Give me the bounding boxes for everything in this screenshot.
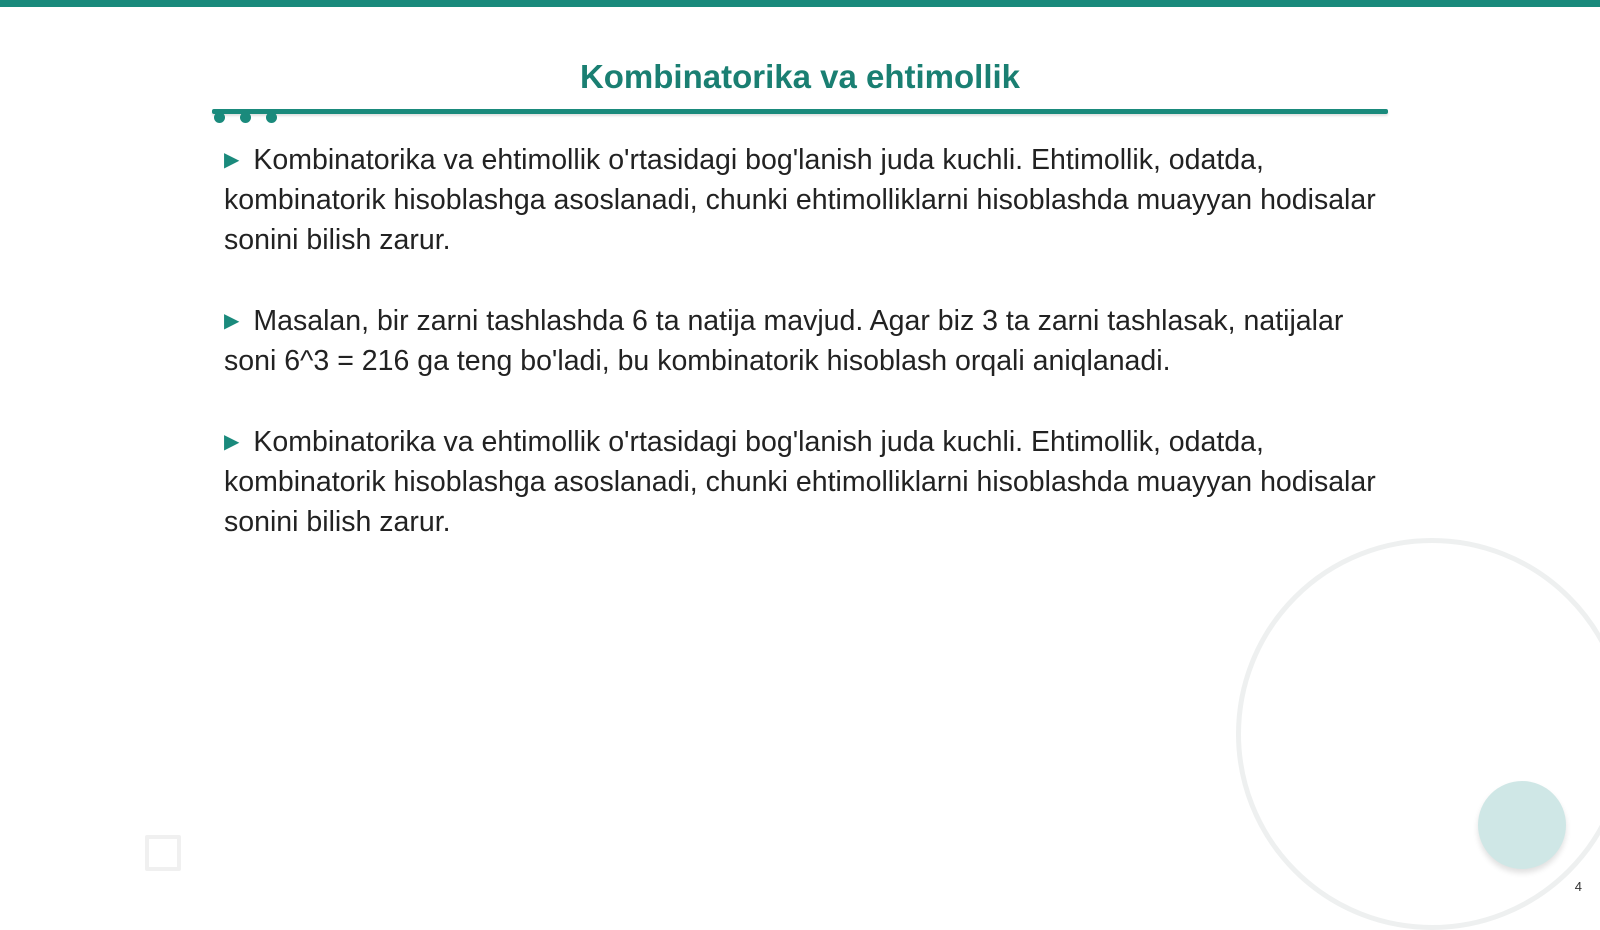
decorative-ring <box>1236 538 1600 930</box>
underline-dot <box>214 112 225 123</box>
slide-title: Kombinatorika va ehtimollik <box>579 58 1021 95</box>
triangle-right-icon: ▶ <box>224 431 240 453</box>
page-number: 4 <box>1574 879 1582 894</box>
bullet-item <box>224 422 1384 542</box>
underline-dot <box>240 112 251 123</box>
bullet-item <box>224 301 1384 381</box>
slide-body <box>224 140 1384 583</box>
bullet-text: Masalan, bir zarni tashlashda 6 ta natija mavjud. Agar biz 3 ta zarni tashlasak, natijalar soni 6^3 = 216 ga teng bo'ladi, bu kombinatorik hisoblash orqali aniqlanadi. <box>224 305 1344 377</box>
title-underline <box>212 109 1388 114</box>
triangle-right-icon: ▶ <box>224 310 240 332</box>
bullet-text: Kombinatorika va ehtimollik o'rtasidagi bog'lanish juda kuchli. Ehtimollik, odatda, kombinatorik hisoblashga asoslanadi, chunki ehtimolliklarni hisoblashda muayyan hodisalar sonini bilish zarur. <box>224 426 1376 538</box>
bullet-item <box>224 140 1384 260</box>
bullet-text: Kombinatorika va ehtimollik o'rtasidagi bog'lanish juda kuchli. Ehtimollik, odatda, kombinatorik hisoblashga asoslanadi, chunki ehtimolliklarni hisoblashda muayyan hodisalar sonini bilish zarur. <box>224 144 1376 256</box>
decorative-circle <box>1478 781 1566 869</box>
decorative-square <box>145 835 181 871</box>
underline-dot <box>266 112 277 123</box>
triangle-right-icon: ▶ <box>224 149 240 171</box>
top-accent-bar <box>0 0 1600 7</box>
